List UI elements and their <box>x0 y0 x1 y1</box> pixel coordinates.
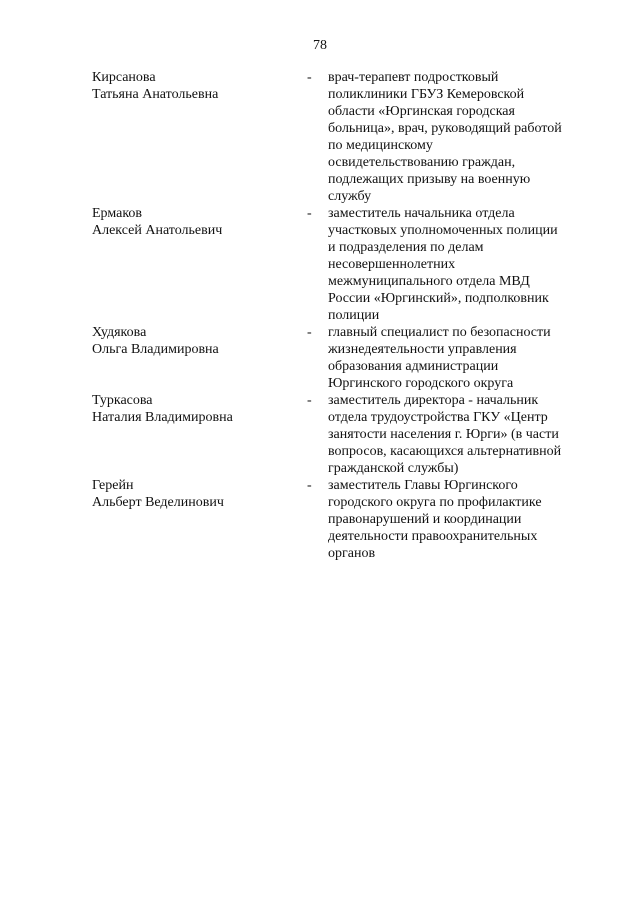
member-name <box>92 392 292 426</box>
member-role-line: городского округа по профилактике <box>328 495 542 510</box>
member-role-line: области «Юргинская городская <box>328 104 515 119</box>
member-role <box>328 324 590 392</box>
member-surname: Туркасова <box>92 393 153 408</box>
member-role-line: заместитель директора - начальник <box>328 393 539 408</box>
member-name <box>92 69 292 103</box>
member-name <box>92 324 292 358</box>
member-role <box>328 477 590 562</box>
list-item <box>0 69 640 205</box>
member-role-line: межмуниципального отдела МВД <box>328 274 530 289</box>
member-role-line: и подразделения по делам <box>328 240 484 255</box>
member-role-line: органов <box>328 546 376 561</box>
member-given-names: Наталия Владимировна <box>92 410 233 425</box>
member-role-line: правонарушений и координации <box>328 512 522 527</box>
member-dash: - <box>307 70 312 85</box>
member-role-line: вопросов, касающихся альтернативной <box>328 444 562 459</box>
member-given-names: Ольга Владимировна <box>92 342 219 357</box>
member-dash: - <box>307 478 312 493</box>
member-name <box>92 205 292 239</box>
member-role-line: врач-терапевт подростковый <box>328 70 499 85</box>
members-list <box>0 69 640 562</box>
member-role-line: гражданской службы) <box>328 461 459 476</box>
member-role-line: поликлиники ГБУЗ Кемеровской <box>328 87 525 102</box>
member-given-names: Альберт Веделинович <box>92 495 224 510</box>
member-role-line: несовершеннолетних <box>328 257 456 272</box>
member-role-line: образования администрации <box>328 359 499 374</box>
member-surname: Кирсанова <box>92 70 156 85</box>
member-dash: - <box>307 393 312 408</box>
member-role-line: Юргинского городского округа <box>328 376 514 391</box>
member-role-line: занятости населения г. Юрги» (в части <box>328 427 559 442</box>
page-number: 78 <box>313 38 327 53</box>
member-given-names: Татьяна Анатольевна <box>92 87 219 102</box>
list-item <box>0 324 640 392</box>
list-item <box>0 477 640 562</box>
member-role-line: по медицинскому <box>328 138 433 153</box>
member-role-line: заместитель начальника отдела <box>328 206 515 221</box>
member-role-line: больница», врач, руководящий работой <box>328 121 562 136</box>
member-role-line: полиции <box>328 308 380 323</box>
member-role <box>328 392 590 477</box>
member-name <box>92 477 292 511</box>
member-role-line: подлежащих призыву на военную <box>328 172 531 187</box>
member-role-line: России «Юргинский», подполковник <box>328 291 549 306</box>
member-dash: - <box>307 325 312 340</box>
list-item <box>0 205 640 324</box>
member-role-line: службу <box>328 189 372 204</box>
member-surname: Ермаков <box>92 206 143 221</box>
member-dash: - <box>307 206 312 221</box>
member-given-names: Алексей Анатольевич <box>92 223 223 238</box>
member-surname: Герейн <box>92 478 134 493</box>
member-role-line: заместитель Главы Юргинского <box>328 478 518 493</box>
member-role-line: участковых уполномоченных полиции <box>328 223 558 238</box>
member-role-line: главный специалист по безопасности <box>328 325 551 340</box>
member-surname: Худякова <box>92 325 147 340</box>
list-item <box>0 392 640 477</box>
member-role <box>328 69 590 205</box>
member-role-line: отдела трудоустройства ГКУ «Центр <box>328 410 548 425</box>
member-role-line: освидетельствованию граждан, <box>328 155 516 170</box>
member-role-line: жизнедеятельности управления <box>328 342 517 357</box>
member-role-line: деятельности правоохранительных <box>328 529 538 544</box>
member-role <box>328 205 590 324</box>
